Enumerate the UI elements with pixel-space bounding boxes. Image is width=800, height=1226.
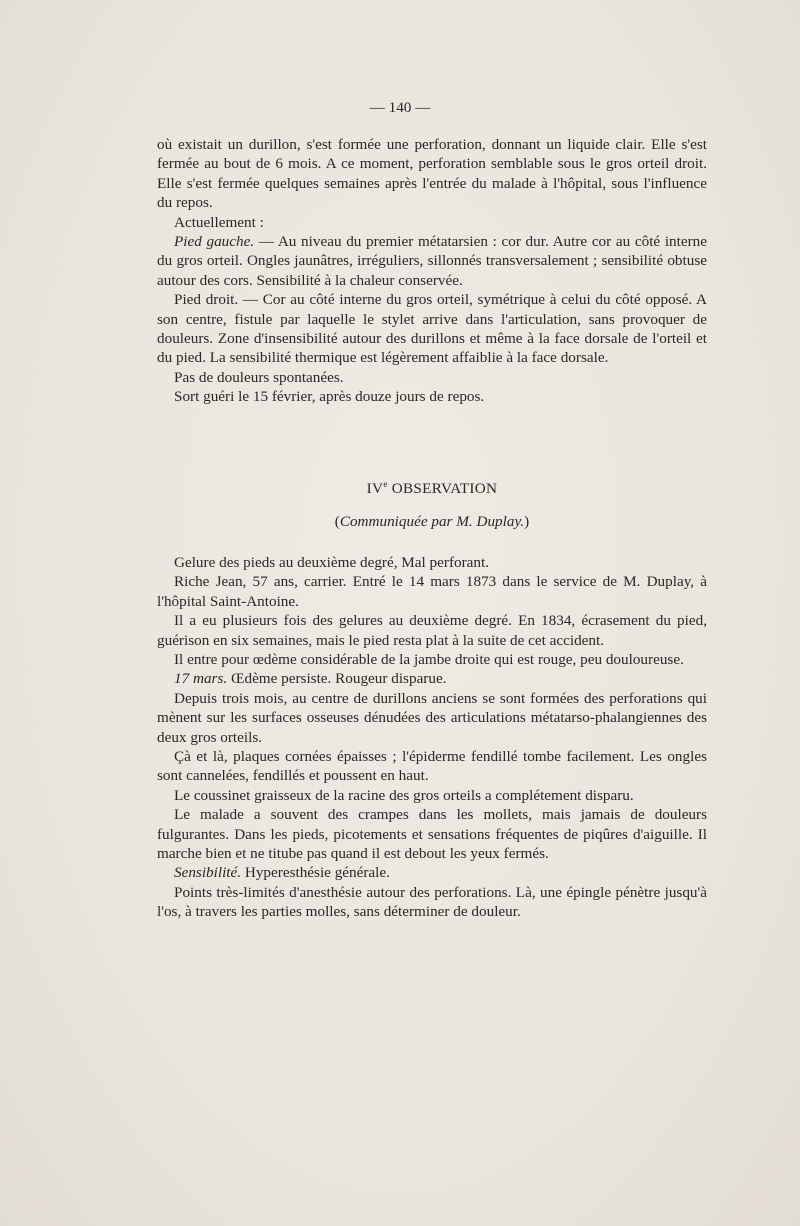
paragraph: Pied droit. — Cor au côté interne du gros orteil, symétrique à celui du côté opposé. A son centre, fistule par laquelle le stylet arrive dans l'articulation, sans provoquer de douleurs. Zone d'insensibilité autour des durillons et même à la face dorsale de l'orteil et du pied. La sensibilité thermique est légèrement affaiblie à la face dorsale.	[157, 291, 707, 367]
paragraph-lead: Sensibilité.	[174, 864, 242, 882]
paragraph: Pas de douleurs spontanées.	[174, 368, 344, 386]
observation-heading	[157, 475, 707, 498]
text-block-top	[157, 135, 707, 407]
observation-numeral: IV	[366, 480, 384, 498]
attribution-text: Communiquée par M. Duplay.	[339, 513, 525, 531]
paragraph: Le coussinet graisseux de la racine des gros orteils a complétement disparu.	[174, 786, 634, 804]
observation-numeral-sup: e	[383, 479, 388, 489]
paragraph: Il a eu plusieurs fois des gelures au deuxième degré. En 1834, écrasement du pied, guérison en six semaines, mais le pied resta plat à la suite de cet accident.	[157, 612, 707, 649]
paragraph: Sort guéri le 15 février, après douze jours de repos.	[174, 388, 485, 406]
paragraph-lead: Pied gauche.	[174, 233, 255, 251]
paragraph: Çà et là, plaques cornées épaisses ; l'épiderme fendillé tombe facilement. Les ongles sont cannelées, fendillés et poussent en haut.	[157, 747, 707, 785]
page-number: — 140 —	[369, 99, 431, 116]
paragraph: Actuellement :	[174, 213, 264, 231]
paragraph	[157, 863, 707, 882]
text-block-observation	[157, 475, 707, 922]
observation-attribution	[157, 512, 707, 531]
paragraph: Gelure des pieds au deuxième degré, Mal perforant.	[174, 553, 490, 571]
paragraph: où existait un durillon, s'est formée une perforation, donnant un liquide clair. Elle s'est fermée au bout de 6 mois. A ce moment, perforation semblable sous le gros orteil droit. Elle s'est fermée quelques semaines après l'entrée du malade à l'hôpital, sous l'influence du repos.	[157, 136, 707, 212]
paragraph	[157, 232, 707, 290]
paragraph-body: Œdème persiste. Rougeur disparue.	[227, 670, 447, 688]
paragraph-lead: 17 mars.	[174, 670, 228, 688]
paragraph: Il entre pour œdème considérable de la jambe droite qui est rouge, peu douloureuse.	[174, 650, 684, 668]
paragraph	[157, 669, 707, 688]
paragraph: Points très-limités d'anesthésie autour des perforations. Là, une épingle pénètre jusqu'à l'os, à travers les parties molles, sans déterminer de douleur.	[157, 883, 707, 921]
attribution-open: (	[334, 513, 340, 531]
attribution-close: )	[524, 513, 530, 531]
observation-title: OBSERVATION	[391, 480, 498, 498]
paragraph-body: — Au niveau du premier métatarsien : cor dur. Autre cor au côté interne du gros orteil. Ongles jaunâtres, irréguliers, sillonnés transversalement ; sensibilité obtuse autour des cors. Sensibilité à la chaleur conservée.	[157, 233, 707, 289]
paragraph: Riche Jean, 57 ans, carrier. Entré le 14 mars 1873 dans le service de M. Duplay, à l'hôpital Saint-Antoine.	[157, 573, 707, 610]
paragraph-body: Hyperesthésie générale.	[241, 864, 390, 882]
paragraph: Depuis trois mois, au centre de durillons anciens se sont formées des perforations qui mènent sur les surfaces osseuses dénudées des articulations métatarso-phalangiennes des deux gros orteils.	[157, 689, 707, 746]
paragraph: Le malade a souvent des crampes dans les mollets, mais jamais de douleurs fulgurantes. Dans les pieds, picotements et sensations fréquentes de piqûres d'aiguille. Il marche bien et ne titube pas quand il est debout les yeux fermés.	[157, 806, 707, 862]
